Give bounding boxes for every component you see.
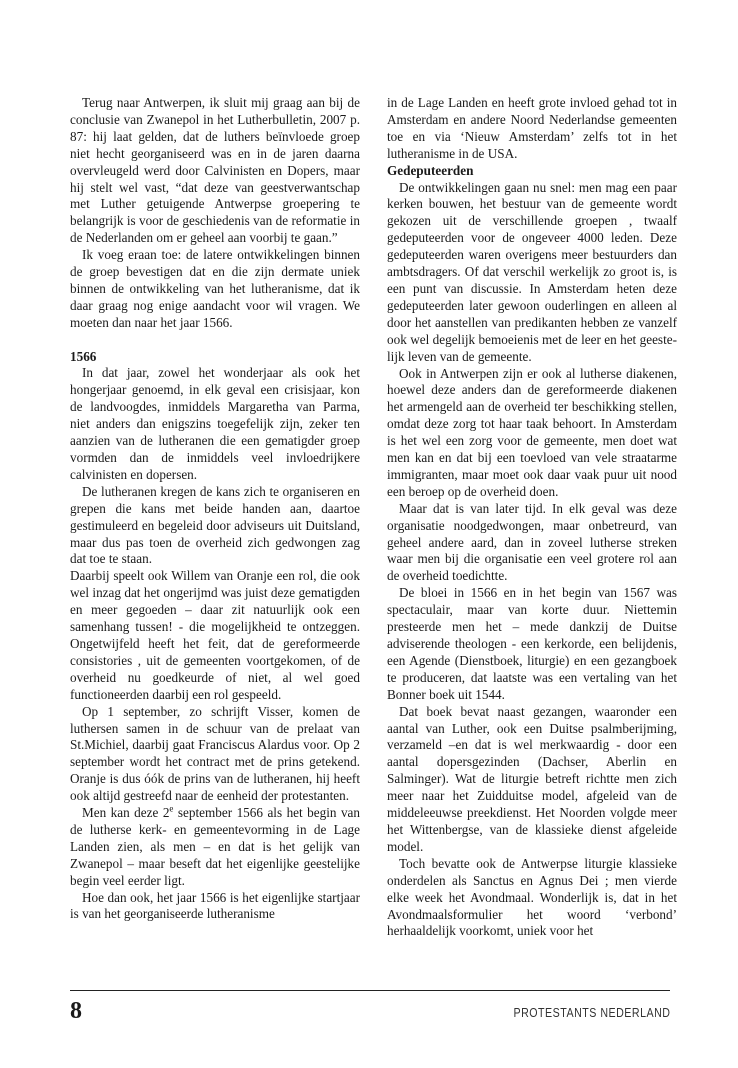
paragraph: In dat jaar, zowel het wonderjaar als ook het hongerjaar genoemd, in elk geval een crisisjaar, kon de landvoogdes, inmiddels Margaretha van Parma, niet anders dan enigszins toegefelijk zijn, zeker ten aanzien van de lutheranen die een gematigder groep vormden dan de inmiddels veel invloedrijkere calvinisten en dopersen. <box>70 365 360 482</box>
paragraph-text: Men kan deze 2 <box>82 805 170 821</box>
paragraph: Maar dat is van later tijd. In elk geval was deze organisatie noodgedwongen, maar onbetreurd, van geheel andere aard, dan in zoveel lutherse streken waar men bij die organisatie een veel grotere rol aan de overheid toedichtte. <box>387 500 677 584</box>
paragraph: Daarbij speelt ook Willem van Oranje een rol, die ook wel inzag dat het ongerijmd was juist deze gematigden en meer gegoeden – daar zit natuurlijk ook een samenhang tussen! - die mogelijkheid te ontzeggen. Ongetwijfeld heeft het feit, dat de gereformeerde consistories , uit de gemeenten voortgekomen, of de overheid nu goedkeurde of niet, al wel goed functioneerden daarbij een rol gespeeld. <box>70 568 360 702</box>
paragraph: Toch bevatte ook de Antwerpse liturgie klassieke onderdelen als Sanctus en Agnus Dei ; men vierde elke week het Avondmaal. Wonderlijk is, dat in het Avondmaalsformulier het woord ‘verbond’ herhaaldelijk voorkomt, uniek voor het <box>387 855 677 939</box>
paragraph: Ik voeg eraan toe: de latere ontwikkelingen binnen de groep bevestigen dat en die zijn dermate uniek binnen de ontwikkeling van het lutheranisme, dat ik daar graag nog enige aandacht voor wil vragen. We moeten dan naar het jaar 1566. <box>70 247 360 330</box>
paragraph: Dat boek bevat naast gezangen, waaronder een aantal van Luther, ook een Duitse psalmberijming, verzameld –en dat is wel merkwaardig - door een aantal dopersgezinden (Dachser, Aberlin en Salminger). Wat de liturgie betreft richtte men zich meer naar het Zuidduitse model, afgeleid van de middeleeuwse preekdienst. Het Noorden volgde meer het Wittenbergse, van de klassieke dienst afgeleide model. <box>387 703 677 854</box>
section-heading-1566: 1566 <box>70 348 97 364</box>
page-number: 8 <box>70 998 82 1024</box>
paragraph: De lutheranen kregen de kans zich te organiseren en grepen die kans met beide handen aan, daartoe gestimuleerd en begeleid door adviseurs uit Duitsland, maar dus pas toen de overheid zich gedwongen zag dat toe te staan. <box>70 483 360 567</box>
paragraph: De bloei in 1566 en in het begin van 1567 was spectaculair, maar van korte duur. Niettemin presteerde men het – mede dankzij de Duitse adviserende theologen - een kerkorde, een belijdenis, een Agende (Dienstboek, liturgie) en een gezangboek te produceren, dat laatste was een vertaling van het Bonner boek uit 1544. <box>387 585 677 702</box>
paragraph: Op 1 september, zo schrijft Visser, komen de luthersen samen in de schuur van de prelaat van St.Michiel, daarbij gaat Franciscus Alardus voor. Op 2 september wordt het contract met de prins getekend. Oranje is dus óók de prins van de lutheranen, hij heeft ook altijd gestreefd naar de eenheid der protestanten. <box>70 703 360 804</box>
right-column <box>387 95 677 940</box>
paragraph: Ook in Antwerpen zijn er ook al lutherse diakenen, hoewel deze anders dan de gereformeerde diakenen het armengeld aan de overheid ter beschikking stellen, omdat deze zorg tot haar taak behoort. In Amsterdam is het wel een zorg voor de gemeente, men doet wat men kan en dat bij een toevloed van vele straatarme immigranten, maar moet ook daar vaak puur uit nood een beroep op de overheid doen. <box>387 365 677 499</box>
section-heading-gedeputeerden: Gedeputeerden <box>387 162 474 178</box>
ordinal-superscript: e <box>169 803 174 814</box>
paragraph: Hoe dan ook, het jaar 1566 is het eigenlijke startjaar is van het georganiseerde lutheranisme <box>70 889 360 922</box>
paragraph: in de Lage Landen en heeft grote invloed gehad tot in Amsterdam en andere Noord Nederlandse gemeenten toe en via ‘Nieuw Amsterdam’ zelfs tot in het lutheranisme in de USA. <box>387 95 677 161</box>
paragraph: De ontwikkelingen gaan nu snel: men mag een paar kerken bouwen, het bestuur van de gemeente wordt gekozen uit de verschillende groepen , twaalf gedeputeerden voor de ongeveer 4000 leden. Deze gedeputeerden waren overigens meer bestuurders dan ambtsdragers. Of dat verschil werkelijk zo groot is, is een punt van discussie. In Amsterdam heten deze gedeputeerden later gewoon ouderlingen en alleen al door het aanstellen van predikanten hebben ze vanzelf ook wel degelijk bemoeienis met de leer en het geestelijk leven van de gemeente. <box>387 179 677 364</box>
left-column <box>70 95 360 923</box>
paragraph-text: september 1566 als het begin van de lutherse kerk- en gemeentevorming in de Lage Landen zien, als men – en dat is het gelijk van Zwanepol – maar beseft dat het eigenlijke geestelijke begin veel eerder ligt. <box>70 805 360 888</box>
paragraph <box>70 805 360 890</box>
paragraph: Terug naar Antwerpen, ik sluit mij graag aan bij de conclusie van Zwanepol in het Lutherbulletin, 2007 p. 87: hij laat gelden, dat de luthers beïnvloede groep niet hecht georganiseerd was en in de jaren daarna overvleugeld werd door Calvinisten en Dopers, maar hij stelt wel vast, “dat deze van geestverwantschap met Luther getuigende Antwerpse groepering te belangrijk is voor de geschiedenis van de reformatie in de Nederlanden om er geheel aan voorbij te gaan.” <box>70 95 360 246</box>
footer-rule <box>70 990 670 991</box>
journal-name: PROTESTANTS NEDERLAND <box>512 1005 670 1020</box>
